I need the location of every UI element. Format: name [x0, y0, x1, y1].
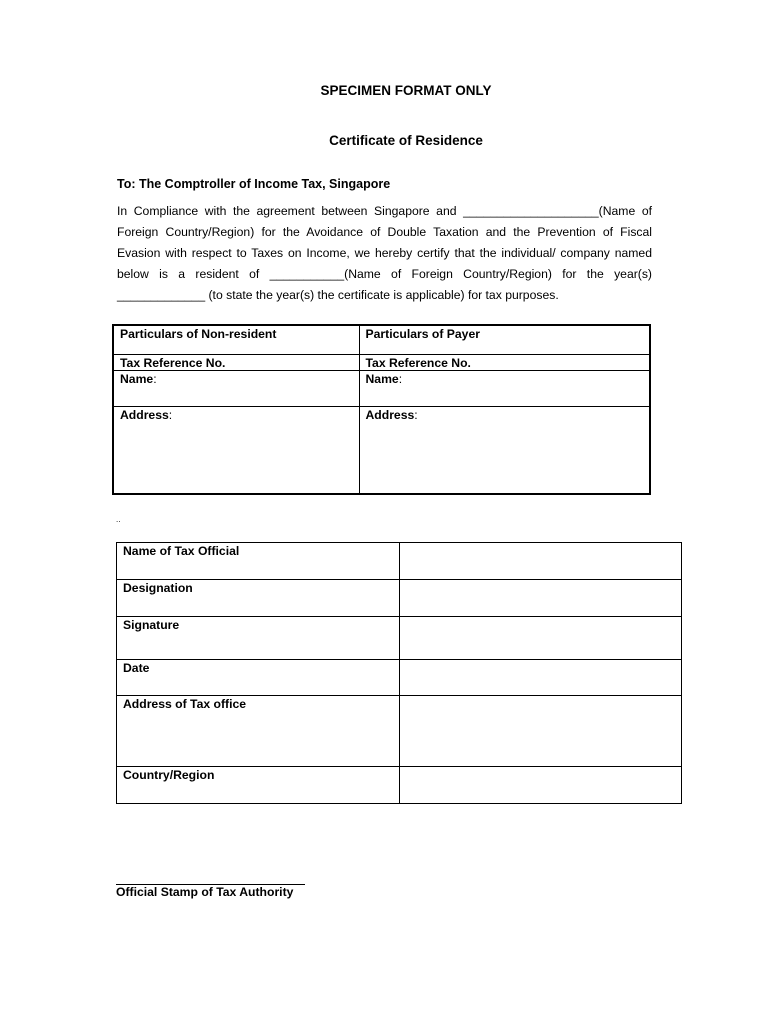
date-value[interactable] — [400, 660, 682, 696]
signature-row — [117, 617, 682, 660]
name-row — [113, 370, 650, 406]
colon: : — [398, 371, 403, 386]
colon: : — [414, 407, 418, 422]
stray-mark: .. — [116, 515, 121, 524]
signature-label: Signature — [117, 617, 400, 660]
payer-address-label: Address — [365, 407, 415, 422]
specimen-heading: SPECIMEN FORMAT ONLY — [320, 83, 492, 98]
tax-office-address-row — [117, 696, 682, 767]
colon: : — [153, 371, 157, 386]
designation-row — [117, 580, 682, 617]
signature-value[interactable] — [400, 617, 682, 660]
tax-office-address-label: Address of Tax office — [117, 696, 400, 767]
tax-reference-row — [113, 354, 650, 370]
certificate-heading: Certificate of Residence — [329, 133, 483, 148]
address-row — [113, 406, 650, 494]
designation-value[interactable] — [400, 580, 682, 617]
official-name-row — [117, 543, 682, 580]
country-region-value[interactable] — [400, 767, 682, 804]
payer-name-label: Name — [365, 371, 399, 386]
colon: : — [168, 407, 173, 422]
official-stamp-label: Official Stamp of Tax Authority — [116, 885, 294, 899]
particulars-table — [112, 324, 651, 495]
non-resident-tax-ref-label: Tax Reference No. — [113, 354, 359, 370]
payer-tax-ref-label: Tax Reference No. — [359, 354, 650, 370]
country-region-label: Country/Region — [117, 767, 400, 804]
non-resident-address-cell[interactable] — [113, 406, 359, 494]
designation-label: Designation — [117, 580, 400, 617]
country-region-row — [117, 767, 682, 804]
particulars-header-row — [113, 325, 650, 354]
certification-paragraph: In Compliance with the agreement between Singapore and ____________________(Name of Foreign Country/Region) for the Avoidance of Double Taxation and the Prevention of Fiscal Evasion with respect to Taxes on Income, we hereby certify that the individual/ company named below is a resident of ___________(Name of Foreign Country/Region) for the year(s) _____________ (to state the year(s) the certificate is applicable) for tax purposes. — [117, 204, 652, 302]
payer-heading: Particulars of Payer — [359, 325, 650, 354]
non-resident-heading: Particulars of Non-resident — [113, 325, 359, 354]
tax-official-table — [116, 542, 682, 804]
non-resident-name-cell[interactable] — [113, 370, 359, 406]
addressee-line: To: The Comptroller of Income Tax, Singapore — [117, 177, 391, 191]
non-resident-address-label: Address — [120, 407, 169, 422]
official-name-label: Name of Tax Official — [117, 543, 400, 580]
payer-address-cell[interactable] — [359, 406, 650, 494]
payer-name-cell[interactable] — [359, 370, 650, 406]
date-label: Date — [117, 660, 400, 696]
tax-office-address-value[interactable] — [400, 696, 682, 767]
official-name-value[interactable] — [400, 543, 682, 580]
date-row — [117, 660, 682, 696]
non-resident-name-label: Name — [120, 371, 154, 386]
